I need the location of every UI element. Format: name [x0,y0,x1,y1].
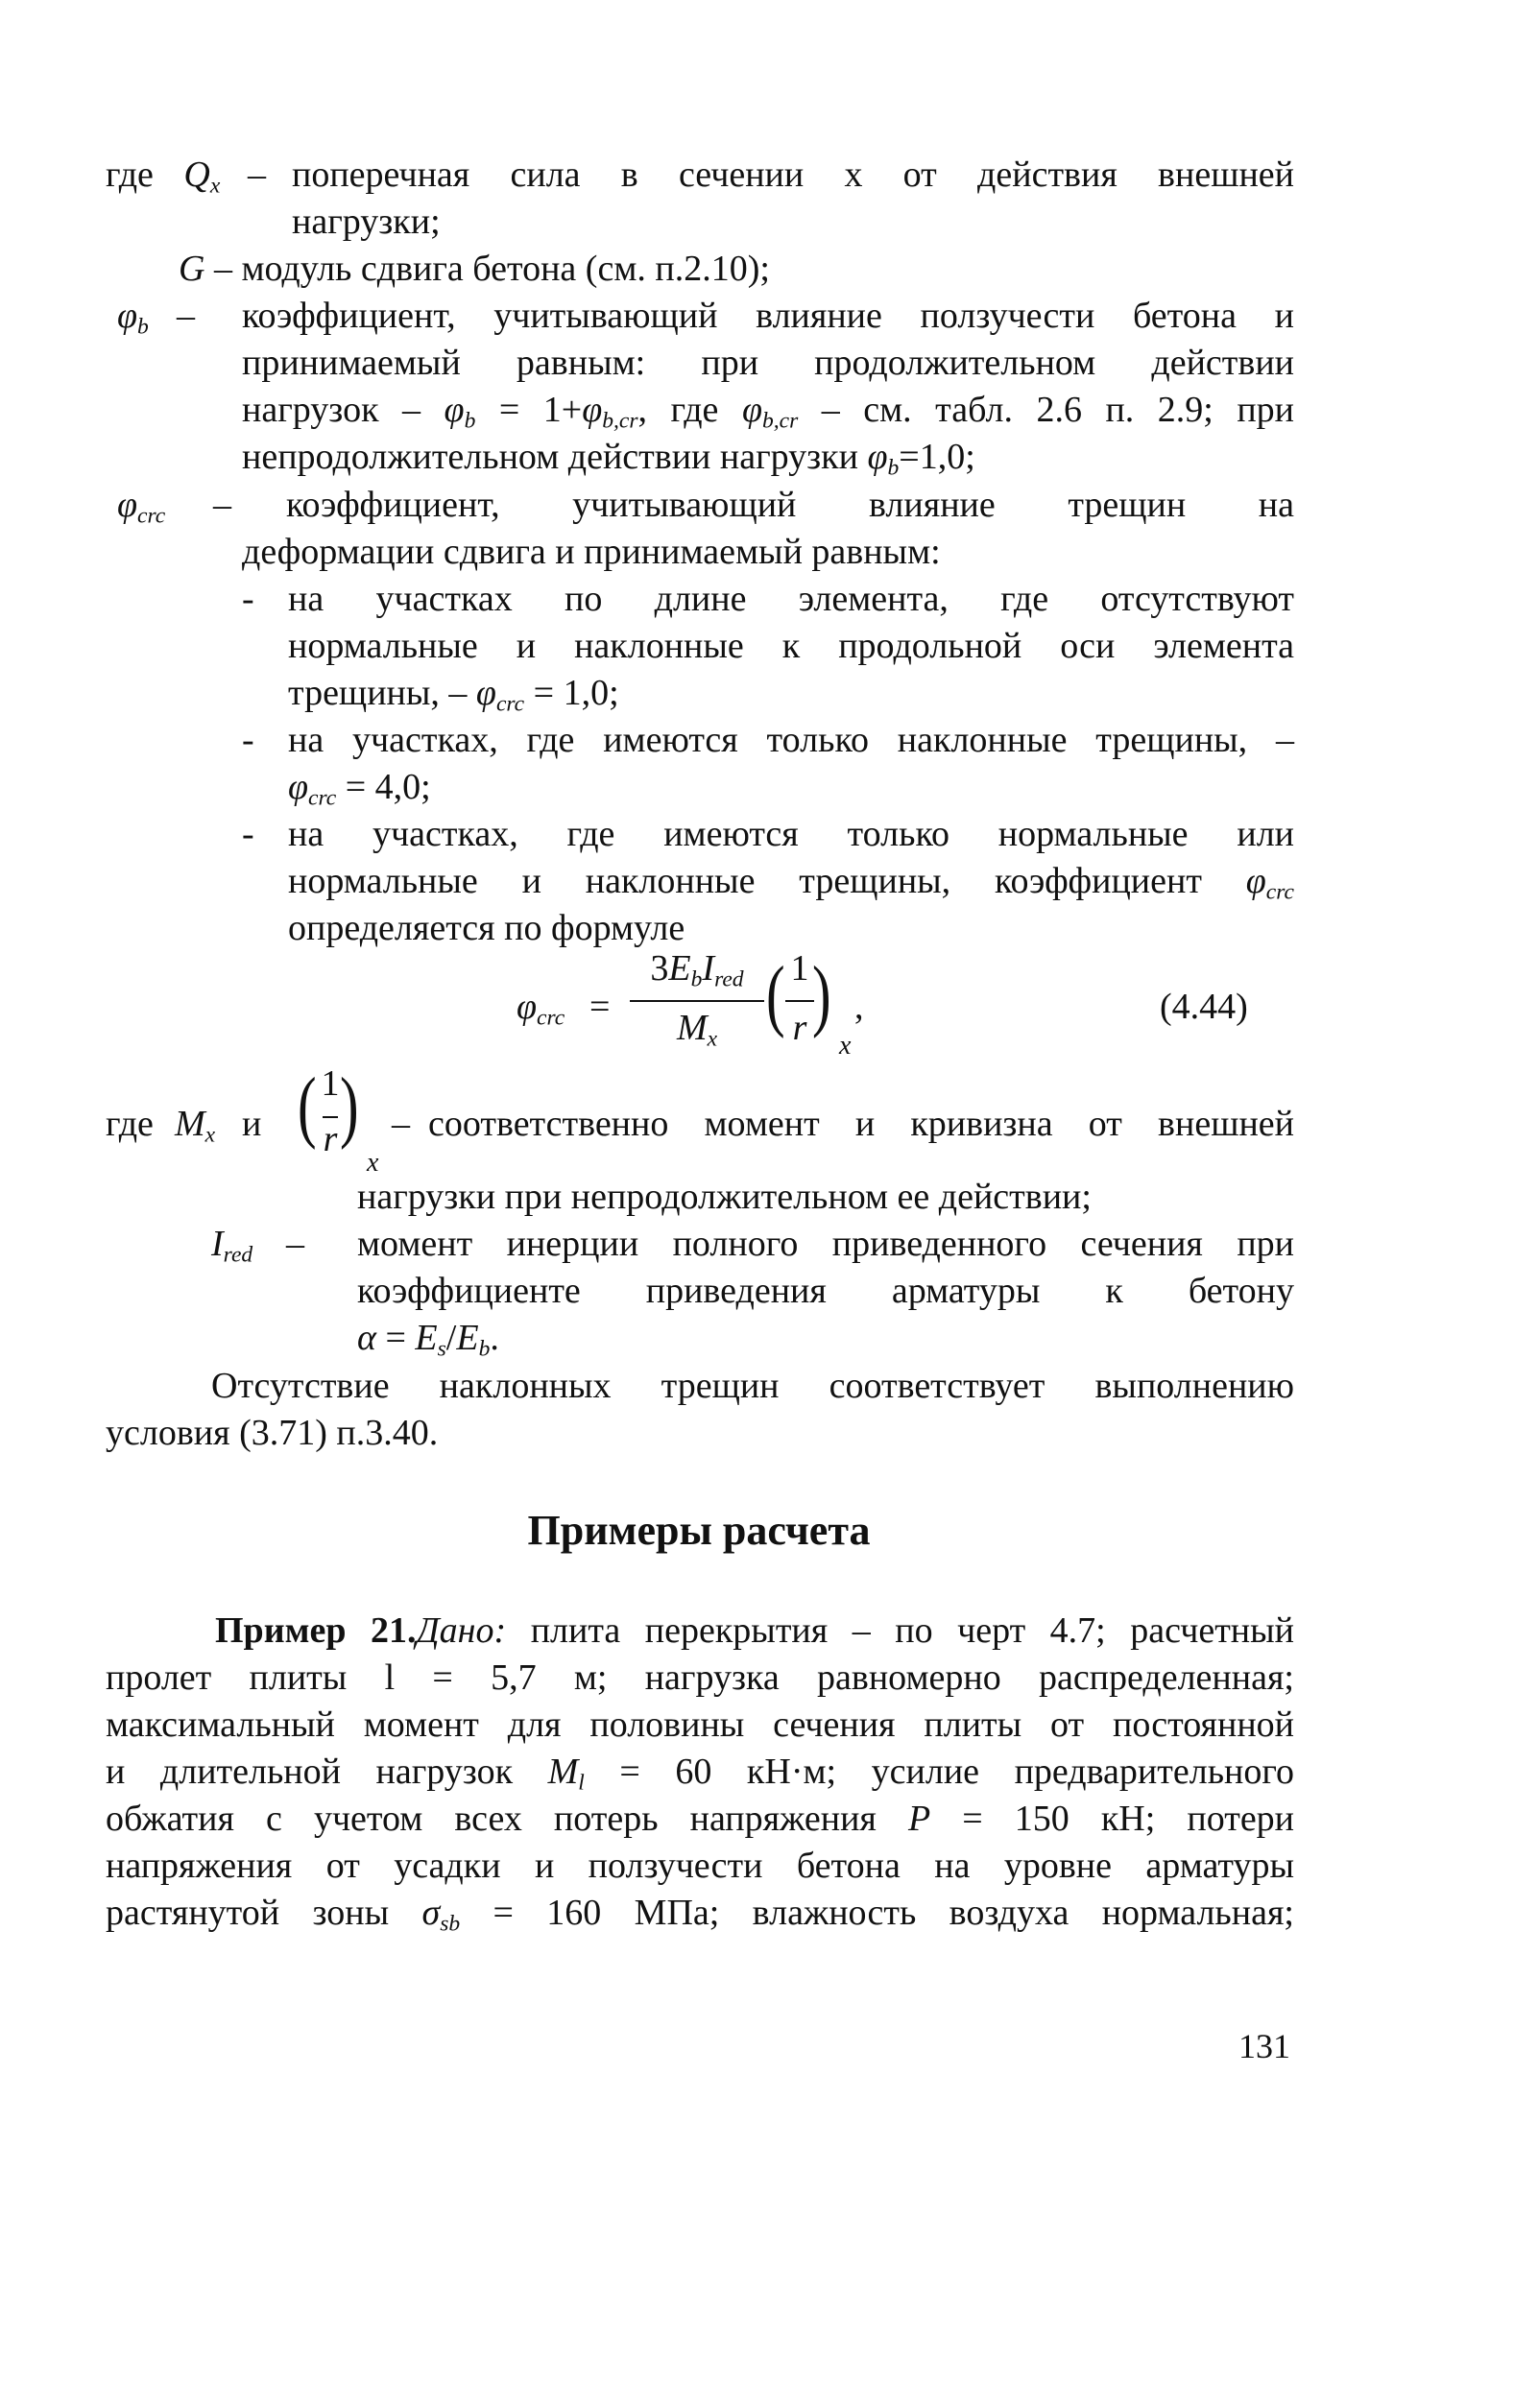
example-text: Пример 21.Дано: плита перекрытия – по черт 4.7; расчетный [215,1610,1294,1651]
definition-qx [106,152,1294,246]
example-text: максимальный момент для половины сечения плиты от постоянной [106,1705,1294,1745]
definition-phi-crc [117,482,1294,576]
formula-lhs: $\varphi_{crc}$ [517,987,565,1031]
bracket-numerator: 1 [321,1063,340,1104]
definition-phi-b [117,293,1294,481]
def-intro: где $Q_x$ [106,155,221,199]
alpha-formula: $\alpha = E_s/E_b$. [357,1318,499,1362]
example-text: растянутой зоны $\sigma_{sb} = 160$ МПа; влажность воздуха нормальная; [106,1893,1294,1937]
def-text: непродолжительном действии нагрузки $\varphi_b=1,0$; [242,437,975,481]
paragraph-text: Отсутствие наклонных трещин соответствует выполнению [211,1366,1294,1406]
example-text: и длительной нагрузок $M_l = 60$ кН·м; усилие предварительного [106,1752,1294,1796]
bullet-text: $\varphi_{crc} = 4,0$; [288,767,431,811]
symbol-ired: $I_{red}$ [211,1224,253,1268]
def-text: коэффициент, учитывающий влияние ползучести бетона и [242,296,1294,336]
definition-g [179,246,1294,293]
formula-eq: = [589,987,611,1027]
paragraph-text: условия (3.71) п.3.40. [106,1413,439,1453]
bullet-text: на участках, где имеются только нормальные или [288,814,1294,854]
def-text: коэффициенте приведения арматуры к бетону [357,1271,1294,1311]
bullet-list [242,576,1294,952]
symbol-g: G [179,249,205,289]
section-heading: Примеры расчета [527,1507,871,1554]
formula-numerator: $3E_bI_{red}$ [650,948,744,992]
formula-4-44 [0,945,1514,1070]
bracket-subscript: x [367,1148,379,1178]
right-paren: ) [340,1061,359,1151]
after-formula [106,1061,1294,1178]
paragraph [106,1363,1294,1457]
formula-trail: , [854,987,864,1027]
paren-denominator: r [792,1008,807,1048]
bullet-text: на участках по длине элемента, где отсутствуют [288,579,1294,619]
def-text-formula-line: нагрузок – $\varphi_b = 1+\varphi_{b,cr}$, где $\varphi_{b,cr}$ – см. табл. 2.6 п. 2.9; при [242,390,1295,434]
bracket-denominator: r [323,1119,338,1159]
after-formula-continuation [357,1174,1294,1221]
bullet-text: на участках, где имеются только наклонные трещины, – [288,720,1294,760]
def-sep: – [248,155,266,195]
bullet-text: определяется по формуле [288,908,685,948]
bullet-text: нормальные и наклонные трещины, коэффициент $\varphi_{crc}$ [288,861,1294,905]
symbol-qx: $Q_x$ [183,155,221,199]
def-sep: – [213,485,231,525]
example-text: напряжения от усадки и ползучести бетона на уровне арматуры [106,1846,1294,1886]
paren-numerator: 1 [790,948,809,989]
def-text: принимаемый равным: при продолжительном действии [242,343,1294,383]
after-conj: и [242,1104,262,1144]
list-item [242,717,1294,764]
symbol-phi-crc: $\varphi_{crc}$ [117,485,166,529]
example-text: пролет плиты l = 5,7 м; нагрузка равномерно распределенная; [106,1657,1294,1698]
list-item [242,811,1294,858]
bullet-text: нормальные и наклонные к продольной оси элемента [288,626,1294,666]
after-intro: где [106,1104,154,1144]
left-paren: ( [766,950,785,1039]
bullet-marker: - [242,579,254,619]
formula-denominator: $M_x$ [676,1008,718,1052]
def-text: модуль сдвига бетона (см. п.2.10); [241,249,770,289]
formula-fraction-bar [630,1000,764,1002]
formula-number: (4.44) [1160,987,1248,1027]
left-paren: ( [298,1061,317,1151]
def-sep: – [286,1224,304,1264]
bullet-marker: - [242,814,254,854]
bullet-text: трещины, – $\varphi_{crc} = 1,0$; [288,673,619,717]
def-text: коэффициент, учитывающий влияние трещин на [286,485,1294,525]
symbol-mx: $M_x$ [175,1104,216,1148]
example-21 [106,1608,1294,1937]
def-sep: – [177,296,195,336]
paren-subscript: x [839,1031,852,1061]
def-text: нагрузки; [292,202,441,242]
page-number: 131 [1238,2027,1290,2065]
list-item [242,576,1294,623]
def-sep: – [213,249,232,289]
after-text: соответственно момент и кривизна от внешней [428,1104,1294,1144]
def-text: поперечная сила в сечении x от действия внешней [292,155,1294,195]
symbol-phi-b: $\varphi_b$ [117,296,149,340]
bullet-marker: - [242,720,254,760]
after-text: нагрузки при непродолжительном ее действии; [357,1177,1092,1217]
def-text: деформации сдвига и принимаемый равным: [242,532,941,572]
definition-ired [211,1221,1294,1362]
example-text: обжатия с учетом всех потерь напряжения P = 150 кН; потери [106,1799,1295,1839]
paren-fraction-bar [785,1000,814,1002]
def-text: момент инерции полного приведенного сечения при [357,1224,1294,1264]
right-paren: ) [812,950,831,1039]
after-sep: – [392,1104,410,1144]
